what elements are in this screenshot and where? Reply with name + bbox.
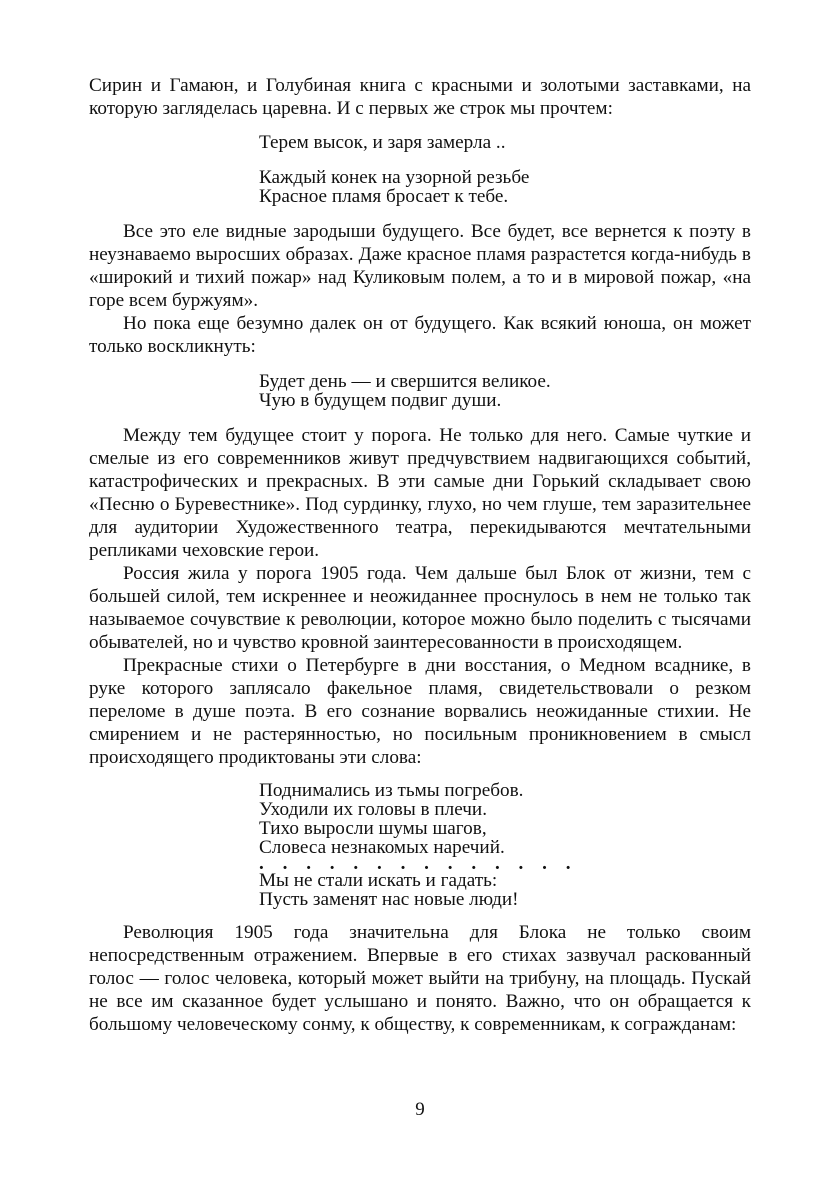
verse-omission-dots: . . . . . . . . . . . . . . bbox=[259, 853, 578, 874]
paragraph-5: Россия жила у порога 1905 года. Чем дальше был Блок от жизни, тем с большей силой, тем искреннее и неожиданнее проснулось в нем не только так называемое сочувствие к революции, которое можно было поделить с тысячами обывателей, но и чувство кровной заинтересованности в происходящем. bbox=[89, 563, 751, 653]
verse-line: Чую в будущем подвиг души. bbox=[259, 390, 502, 411]
paragraph-1: Сирин и Гамаюн, и Голубиная книга с красными и золотыми заставками, на которую загляделась царевна. И с первых же строк мы прочтем: bbox=[89, 75, 751, 119]
verse-line: Каждый конек на узорной резьбе bbox=[259, 167, 530, 188]
verse-line: Пусть заменят нас новые люди! bbox=[259, 889, 519, 910]
verse-block-2 bbox=[89, 168, 751, 206]
verse-block-1 bbox=[89, 133, 751, 152]
verse-line: Терем высок, и заря замерла .. bbox=[259, 132, 506, 153]
verse-block-4 bbox=[89, 781, 751, 909]
verse-line: Словеса незнакомых наречий. bbox=[259, 837, 505, 858]
verse-line: Будет день — и свершится великое. bbox=[259, 371, 551, 392]
verse-line: Красное пламя бросает к тебе. bbox=[259, 186, 509, 207]
verse-line: Мы не стали искать и гадать: bbox=[259, 870, 498, 891]
verse-line: Поднимались из тьмы погребов. bbox=[259, 780, 524, 801]
verse-line: Тихо выросли шумы шагов, bbox=[259, 818, 487, 839]
paragraph-6: Прекрасные стихи о Петербурге в дни восстания, о Медном всаднике, в руке которого заплясало факельное пламя, свидетельствовали о резком переломе в душе поэта. В его сознание ворвались неожиданные стихии. Не смирением и не растерянностью, но посильным проникновением в смысл происходящего продиктованы эти слова: bbox=[89, 655, 751, 768]
page-body bbox=[89, 74, 751, 1036]
paragraph-3: Но пока еще безумно далек он от будущего. Как всякий юноша, он может только воскликнуть: bbox=[89, 313, 751, 357]
paragraph-4: Между тем будущее стоит у порога. Не только для него. Самые чуткие и смелые из его современников живут предчувствием надвигающихся событий, катастрофических и прекрасных. В эти самые дни Горький складывает свою «Песню о Буревестнике». Под сурдинку, глухо, но чем глуше, тем заразительнее для аудитории Художественного театра, перекидываются мечтательными репликами чеховские герои. bbox=[89, 425, 751, 561]
verse-block-3 bbox=[89, 372, 751, 410]
verse-line: Уходили их головы в плечи. bbox=[259, 799, 487, 820]
page-number: 9 bbox=[415, 1099, 425, 1120]
paragraph-2: Все это еле видные зародыши будущего. Все будет, все вернется к поэту в неузнаваемо выросших образах. Даже красное пламя разрастется когда-нибудь в «широкий и тихий пожар» над Куликовым полем, а то и в мировой пожар, «на горе всем буржуям». bbox=[89, 221, 751, 311]
paragraph-7: Революция 1905 года значительна для Блока не только своим непосредственным отражением. Впервые в его стихах зазвучал раскованный голос — голос человека, который может выйти на трибуну, на площадь. Пускай не все им сказанное будет услышано и понято. Важно, что он обращается к большому человеческому сонму, к обществу, к современникам, к согражданам: bbox=[89, 922, 751, 1035]
